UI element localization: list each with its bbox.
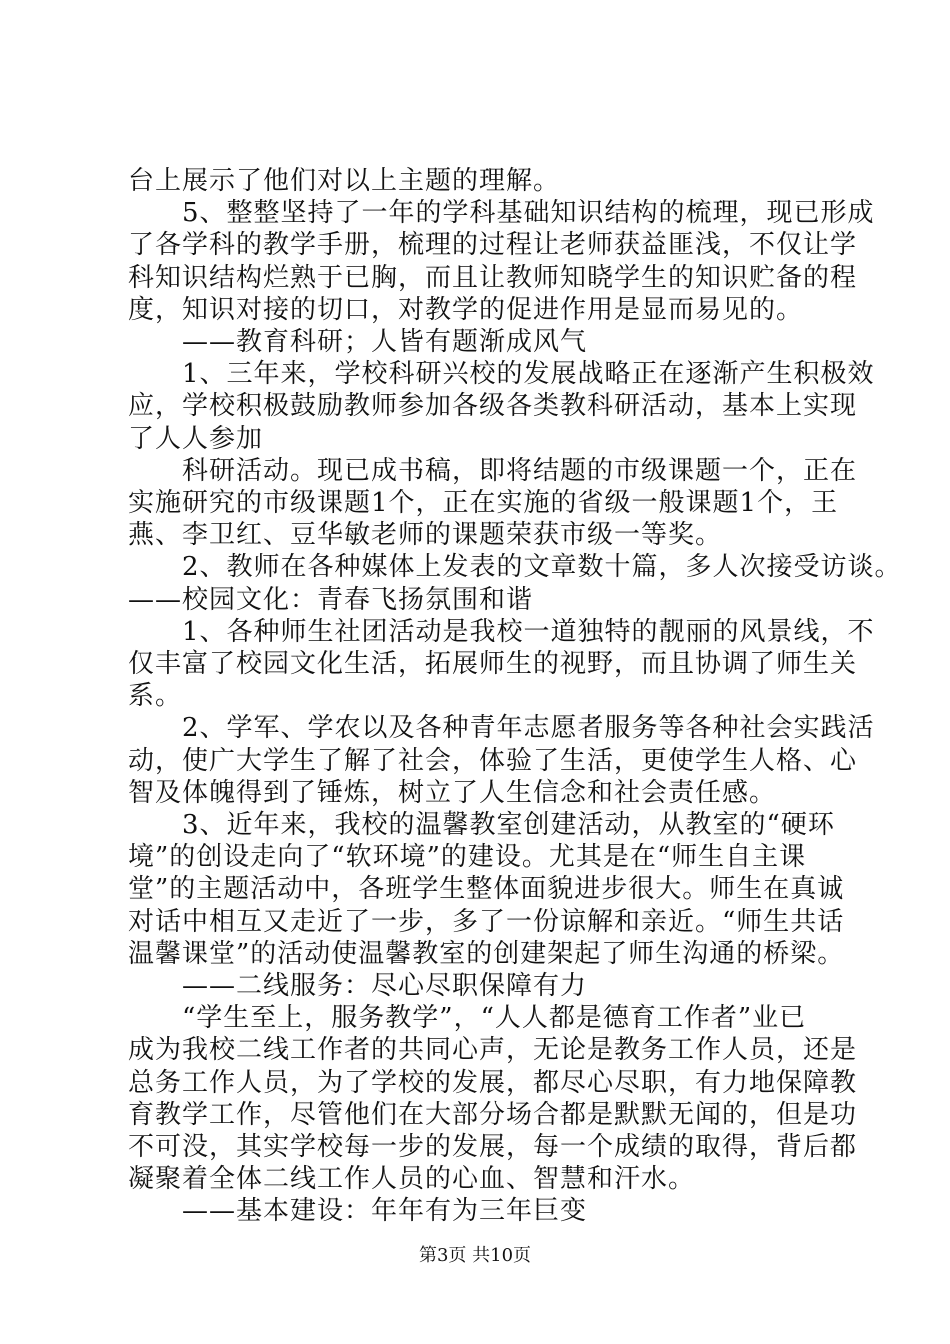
text-line: 科研活动。现已成书稿，即将结题的市级课题一个，正在 xyxy=(128,455,858,486)
text-line: 台上展示了他们对以上主题的理解。 xyxy=(128,166,561,196)
text-line: 应，学校积极鼓励教师参加各级各类教科研活动，基本上实现 xyxy=(128,391,858,422)
text-line: 仅丰富了校园文化生活，拓展师生的视野，而且协调了师生关 xyxy=(128,649,858,679)
text-line: 了人人参加 xyxy=(128,423,264,454)
text-line: 度，知识对接的切口，对教学的促进作用是显而易见的。 xyxy=(128,294,804,325)
text-line: 智及体魄得到了锤炼，树立了人生信念和社会责任感。 xyxy=(128,777,777,808)
text-line: 科知识结构烂熟于已胸，而且让教师知晓学生的知识贮备的程 xyxy=(128,262,858,293)
text-line: 堂”的主题活动中，各班学生整体面貌进步很大。师生在真诚 xyxy=(128,874,845,905)
text-line: 动，使广大学生了解了社会，体验了生活，更使学生人格、心 xyxy=(128,745,858,776)
text-line: “学生至上，服务教学”，“人人都是德育工作者”业已 xyxy=(128,1003,807,1034)
text-line: 燕、李卫红、豆华敏老师的课题荣获市级一等奖。 xyxy=(128,520,723,551)
section-heading: ——教育科研；人皆有题渐成风气 xyxy=(128,327,588,357)
text-line: 实施研究的市级课题1个，正在实施的省级一般课题1个，王 xyxy=(128,488,839,518)
text-line: 系。 xyxy=(128,681,183,712)
text-line: 1、各种师生社团活动是我校一道独特的靓丽的风景线，不 xyxy=(128,616,875,647)
text-line: 对话中相互又走近了一步，多了一份谅解和亲近。“师生共话 xyxy=(128,906,845,937)
text-line: 凝聚着全体二线工作人员的心血、智慧和汗水。 xyxy=(128,1164,696,1195)
page-footer: 第3页 共10页 xyxy=(418,1245,532,1266)
section-heading: ——二线服务：尽心尽职保障有力 xyxy=(128,971,588,1001)
text-line: 总务工作人员，为了学校的发展，都尽心尽职，有力地保障教 xyxy=(128,1067,858,1098)
text-line: 1、三年来，学校科研兴校的发展战略正在逐渐产生积极效 xyxy=(128,359,875,390)
section-heading: ——基本建设：年年有为三年巨变 xyxy=(128,1196,588,1227)
text-line: 2、学军、学农以及各种青年志愿者服务等各种社会实践活 xyxy=(128,713,875,744)
text-line: 3、近年来，我校的温馨教室创建活动，从教室的“硬环 xyxy=(128,810,835,840)
text-line: 了各学科的教学手册，梳理的过程让老师获益匪浅，不仅让学 xyxy=(128,230,858,261)
text-line: 成为我校二线工作者的共同心声，无论是教务工作人员，还是 xyxy=(128,1035,858,1066)
text-line: 育教学工作，尽管他们在大部分场合都是默默无闻的，但是功 xyxy=(128,1099,858,1130)
section-heading: ——校园文化：青春飞扬氛围和谐 xyxy=(128,584,534,615)
text-line: 2、教师在各种媒体上发表的文章数十篇，多人次接受访谈。 xyxy=(128,552,902,583)
text-line: 温馨课堂”的活动使温馨教室的创建架起了师生沟通的桥梁。 xyxy=(128,938,845,969)
text-line: 5、整整坚持了一年的学科基础知识结构的梳理，现已形成 xyxy=(128,198,875,229)
text-line: 境”的创设走向了“软环境”的建设。尤其是在“师生自主课 xyxy=(128,842,807,873)
text-line: 不可没，其实学校每一步的发展，每一个成绩的取得，背后都 xyxy=(128,1132,858,1162)
